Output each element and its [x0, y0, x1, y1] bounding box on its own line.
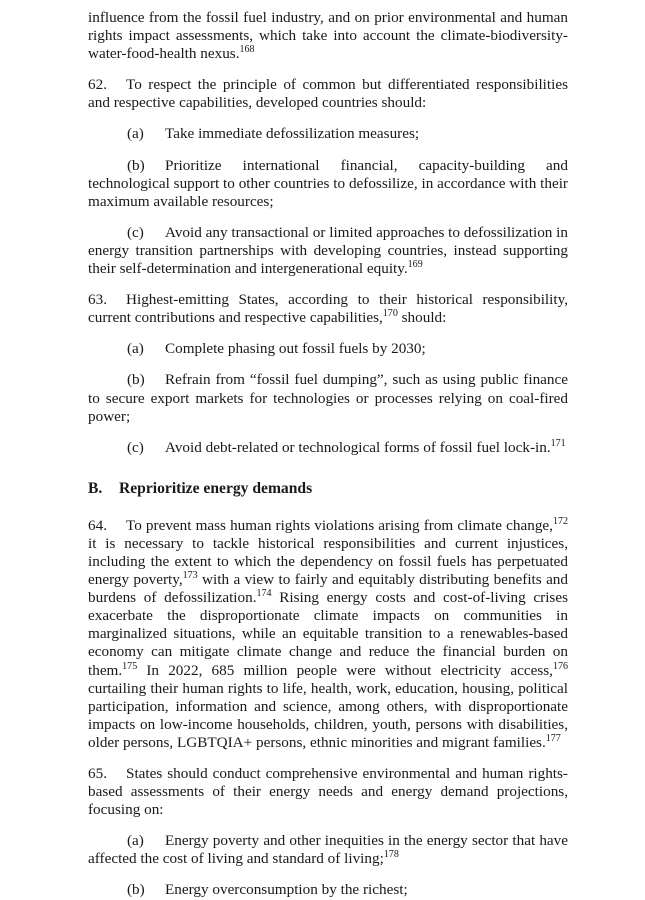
item-label-b: (b)	[127, 156, 145, 174]
item-a-text: Take immediate defossilization measures;	[165, 125, 420, 143]
continuation-paragraph	[88, 9, 568, 63]
paragraph-63-item-c	[88, 439, 568, 457]
item-label-b: (b)	[127, 881, 145, 899]
paragraph-63-item-b	[88, 371, 568, 425]
footnote-marker-178: 178	[383, 849, 399, 861]
paragraph-64-segment-5: In 2022, 685 million people were without electricity access,	[137, 661, 553, 679]
paragraph-number-64: 64.	[88, 516, 107, 534]
item-label-b: (b)	[127, 371, 145, 389]
paragraph-64	[88, 517, 568, 752]
footnote-marker-176: 176	[552, 660, 568, 672]
footnote-marker-175: 175	[122, 660, 138, 672]
paragraph-number-63: 63.	[88, 291, 107, 309]
paragraph-64-segment-2: it is necessary to tackle historical responsibilities and current injustices, including the extent to which the dependency on fossil fuels has perpetuated energy poverty,	[88, 534, 568, 589]
paragraph-64-segment-6: curtailing their human rights to life, health, work, education, housing, political participation, information and science, among others, with disproportionate impacts on low-income households, children, youth, persons with disabilities, older persons, LGBTQIA+ persons, ethnic minorities and migrant families.	[88, 679, 568, 751]
paragraph-64-segment-4: Rising energy costs and cost-of-living crises exacerbate the disproportionate climate impacts on communities in marginalized situations, while an equitable transition to a renewables-based economy can mitigate climate change and reduce the financial burden on them.	[88, 589, 568, 679]
paragraph-65-item-a	[88, 832, 568, 868]
item-label-a: (a)	[127, 125, 144, 143]
item-label-a: (a)	[127, 832, 144, 850]
paragraph-64-segment-1: To prevent mass human rights violations arising from climate change,	[126, 516, 553, 534]
item-b-text: Energy overconsumption by the richest;	[165, 881, 408, 899]
footnote-marker-170: 170	[382, 308, 398, 320]
footnote-marker-177: 177	[545, 732, 561, 744]
item-a-text: Energy poverty and other inequities in the energy sector that have affected the cost of living and standard of living;	[88, 832, 568, 868]
item-c-text: Avoid debt-related or technological forms of fossil fuel lock-in.	[165, 438, 551, 456]
paragraph-63-text-part1: Highest-emitting States, according to their historical responsibility, current contributions and respective capabilities,	[88, 291, 568, 327]
paragraph-65	[88, 765, 568, 819]
item-label-a: (a)	[127, 340, 144, 358]
item-label-c: (c)	[127, 223, 144, 241]
paragraph-63	[88, 291, 568, 327]
item-b-text: Refrain from “fossil fuel dumping”, such as using public finance to secure export markets for technologies or processes relying on coal-fired power;	[88, 371, 568, 425]
footnote-marker-173: 173	[182, 570, 198, 581]
paragraph-62-text: To respect the principle of common but differentiated responsibilities and respective capabilities, developed countries should:	[88, 76, 568, 112]
paragraph-64-segment-3: with a view to fairly and equitably distributing benefits and burdens of defossilization.	[88, 571, 568, 607]
section-letter: B.	[88, 479, 103, 497]
item-c-text: Avoid any transactional or limited approaches to defossilization in energy transition partnerships with developing countries, instead supporting their self-determination and intergenerational equity.	[88, 223, 568, 278]
paragraph-number-62: 62.	[88, 76, 107, 94]
paragraph-63-item-a	[88, 340, 568, 358]
footnote-marker-168: 168	[239, 44, 255, 56]
footnote-marker-174: 174	[256, 588, 272, 600]
footnote-marker-169: 169	[407, 258, 423, 270]
paragraph-62-item-a	[88, 125, 568, 143]
paragraph-62-item-b	[88, 157, 568, 211]
item-b-text: Prioritize international financial, capacity-building and technological support to other countries to defossilize, in accordance with their maximum available resources;	[88, 156, 568, 210]
paragraph-62-item-c	[88, 224, 568, 278]
paragraph-65-item-b	[88, 881, 568, 899]
continuation-text: influence from the fossil fuel industry, and on prior environmental and human rights impact assessments, which take into account the climate-biodiversity-water-food-health nexus.	[88, 9, 568, 63]
item-label-c: (c)	[127, 438, 144, 456]
footnote-marker-172: 172	[552, 515, 568, 527]
paragraph-65-text: States should conduct comprehensive environmental and human rights-based assessments of their energy needs and energy demand projections, focusing on:	[88, 765, 568, 819]
section-title: Reprioritize energy demands	[119, 479, 313, 497]
paragraph-63-text-part2: should:	[397, 309, 447, 327]
paragraph-62	[88, 76, 568, 112]
section-heading-b	[88, 479, 568, 498]
footnote-marker-171: 171	[550, 437, 566, 449]
item-a-text: Complete phasing out fossil fuels by 2030;	[165, 340, 426, 358]
paragraph-number-65: 65.	[88, 765, 107, 782]
